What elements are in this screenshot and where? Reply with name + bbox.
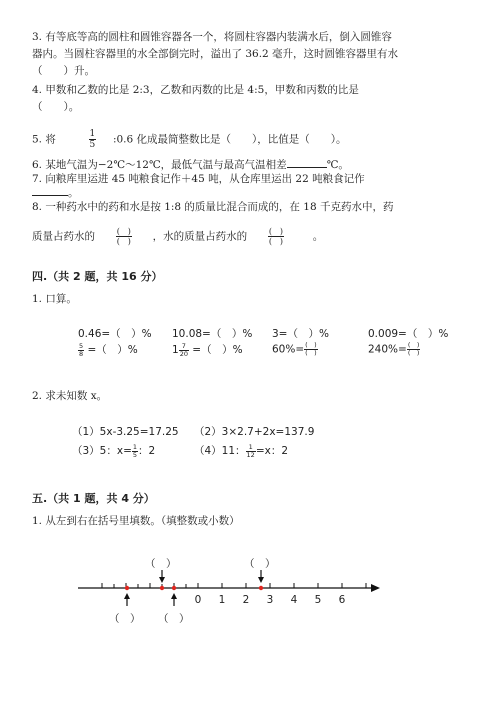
section-5-title: 五.（共 1 题，共 4 分） [32, 492, 155, 505]
q41-r2-c2-whole: 1 [172, 344, 179, 356]
q41-title: 1. 口算。 [32, 293, 77, 305]
arrow-up-icon [124, 593, 130, 606]
q3-line3: （ ）升。 [32, 65, 95, 77]
q8-part1: 质量占药水的 [32, 230, 95, 243]
q5-fraction [89, 129, 97, 150]
q6-answer-blank[interactable] [287, 167, 327, 168]
q41-r2-c1-den: 8 [79, 349, 84, 358]
number-line-arrowhead [371, 584, 380, 592]
q41-r1-c4: 0.009=（ ）% [368, 328, 449, 340]
q41-r2-c3-head: 60%= [272, 343, 305, 356]
q5-frac-num: 1 [89, 129, 96, 139]
q8-frac1-den: ( ) [116, 237, 131, 246]
q42-d-frac [246, 444, 256, 459]
q42-d-den: 12 [246, 450, 255, 459]
q8-line1: 8. 一种药水中的药和水是按 1:8 的质量比混合而成的，在 18 千克药水中，药 [32, 201, 394, 213]
q41-r2-c3 [272, 342, 318, 357]
q41-r2-c4 [368, 342, 420, 357]
q41-r2-c2-den: 20 [179, 349, 188, 358]
q3-line1: 3. 有等底等高的圆柱和圆锥容器各一个，将圆柱容器内装满水后，倒入圆锥容 [32, 31, 392, 43]
q42-d-tail: =x：2 [255, 445, 289, 457]
q42-d-head: （4）11： [194, 445, 246, 457]
answer-blank-bottom-1[interactable]: （ ） [109, 613, 141, 625]
q7-line2 [32, 186, 79, 201]
q42-b: （2）3×2.7+2x=137.9 [194, 426, 315, 438]
q41-r2-c2-frac [179, 343, 189, 358]
q6 [32, 158, 349, 173]
q6-unit: ℃。 [326, 159, 349, 171]
q8-frac-blank-2[interactable] [268, 227, 284, 246]
tick-label: 6 [338, 594, 346, 606]
q41-r2-c4-head: 240%= [368, 343, 407, 356]
point-d [259, 586, 263, 590]
number-line-ticks [102, 583, 366, 588]
q42-d [194, 443, 288, 459]
arrow-down-icon [258, 570, 264, 583]
q42-a: （1）5x-3.25=17.25 [72, 426, 179, 438]
q41-r2-c4-frac-blank[interactable] [407, 342, 421, 357]
q41-r2-c3-num: ( ) [305, 341, 317, 349]
q41-r2-c3-frac-blank[interactable] [304, 342, 318, 357]
q5 [32, 129, 347, 150]
q42-c-den: 5 [132, 450, 138, 459]
point-c [172, 586, 176, 590]
q6-text: 6. 某地气温为−2℃～12℃，最低气温与最高气温相差 [32, 159, 287, 171]
number-line [78, 570, 380, 606]
q41-r2-c4-num: ( ) [407, 341, 420, 349]
q41-r2-c1 [78, 342, 138, 358]
q41-r2-c3-den: ( ) [305, 349, 317, 357]
tick-label: 2 [242, 594, 250, 606]
q42-c-tail: ：2 [138, 445, 156, 457]
q42-c-num: 1 [132, 442, 138, 451]
q41-r2-c2-num: 7 [179, 343, 189, 351]
q5-frac-den: 5 [89, 140, 96, 150]
q8-frac2-den: ( ) [268, 237, 284, 246]
q8-part3: 。 [312, 230, 324, 243]
q41-r1-c3: 3=（ ）% [272, 328, 329, 340]
q8-line2 [32, 227, 323, 246]
answer-blank-top-1[interactable]: （ ） [145, 558, 177, 570]
q4-line1: 4. 甲数和乙数的比是 2:3，乙数和丙数的比是 4:5，甲数和丙数的比是 [32, 84, 359, 96]
answer-blank-top-2[interactable]: （ ） [244, 558, 276, 570]
tick-label: 3 [266, 594, 274, 606]
q8-frac-blank-1[interactable] [116, 227, 132, 246]
q42-c-head: （3）5：x= [72, 445, 132, 457]
point-a [125, 586, 129, 590]
arrow-down-icon [159, 570, 165, 583]
q42-c [72, 443, 155, 459]
q41-r2-c4-den: ( ) [407, 349, 420, 357]
q8-part2: ，水的质量占药水的 [152, 230, 248, 243]
number-line-labels [195, 594, 346, 606]
q5-prefix: 5. 将 [32, 133, 56, 146]
tick-label: 5 [314, 594, 322, 606]
tick-label: 1 [218, 594, 226, 606]
q8-frac2-num: ( ) [268, 227, 284, 236]
q41-r2-c2 [172, 342, 243, 358]
arrow-up-icon [171, 593, 177, 606]
q4-line2: （ ）。 [32, 101, 80, 113]
point-b [160, 586, 164, 590]
q42-d-num: 1 [246, 444, 256, 452]
q8-frac1-num: ( ) [116, 227, 131, 236]
q41-r2-c2-tail: =（ ）% [188, 344, 243, 356]
q41-r2-c1-tail: =（ ）% [84, 344, 138, 356]
q41-r1-c1: 0.46=（ ）% [78, 328, 152, 340]
tick-label: 0 [194, 594, 202, 606]
answer-blank-bottom-2[interactable]: （ ） [158, 613, 190, 625]
q3-line2: 器内。当圆柱容器里的水全部倒完时，溢出了 36.2 毫升，这时圆锥容器里有水 [32, 48, 399, 60]
q7-answer-blank[interactable] [32, 195, 68, 196]
q7-line1: 7. 向粮库里运进 45 吨粮食记作＋45 吨，从仓库里运出 22 吨粮食记作 [32, 173, 365, 185]
section-4-title: 四.（共 2 题，共 16 分） [32, 270, 163, 283]
q41-r2-c1-num: 5 [79, 341, 84, 350]
q51-title: 1. 从左到右在括号里填数。（填整数或小数） [32, 515, 240, 527]
q7-end: 。 [68, 187, 79, 199]
q41-r1-c2: 10.08=（ ）% [172, 328, 253, 340]
q42-title: 2. 求未知数 x。 [32, 390, 108, 402]
tick-label: 4 [290, 594, 298, 606]
q5-suffix: :0.6 化成最简整数比是（ ），比值是（ ）。 [112, 133, 347, 146]
